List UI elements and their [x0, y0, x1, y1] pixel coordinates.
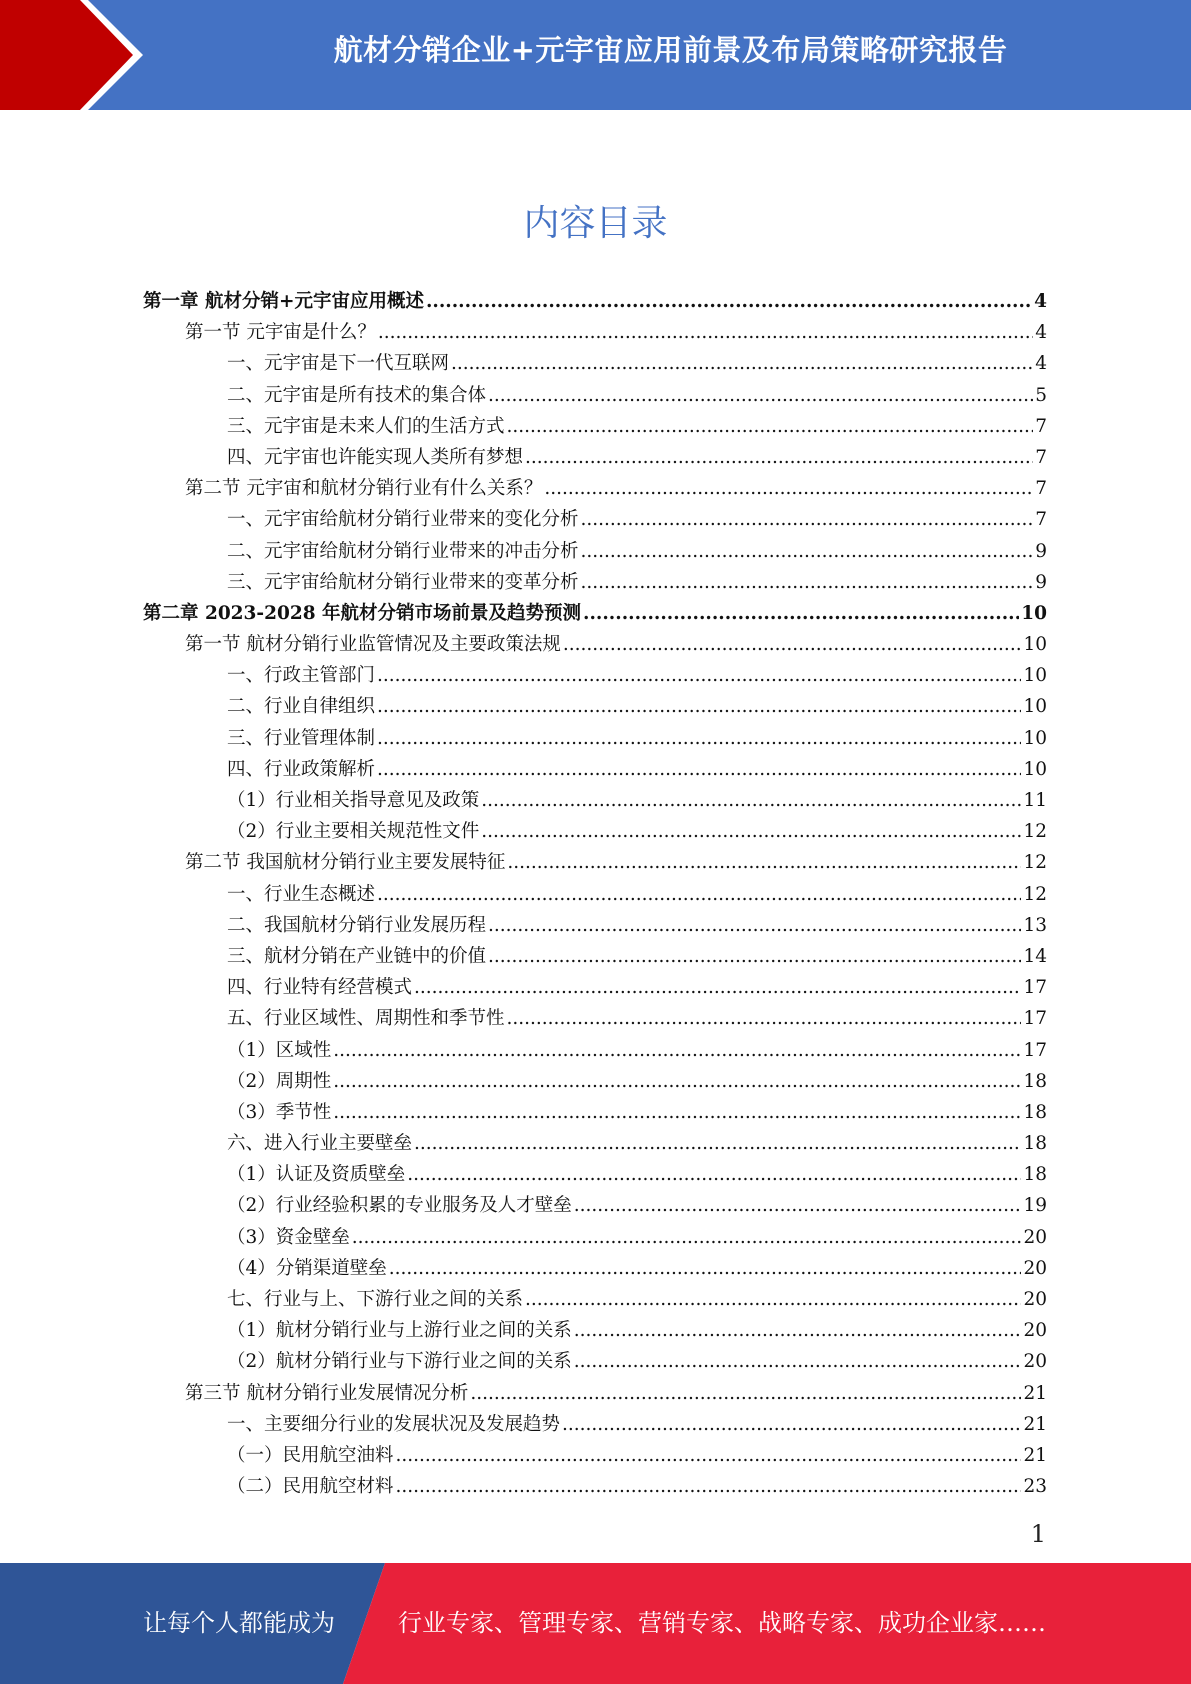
- toc-entry-label: （2）行业经验积累的专业服务及人才壁垒: [227, 1195, 572, 1217]
- toc-entry-page: 9: [1035, 571, 1047, 593]
- toc-dot-leader: [581, 572, 1034, 593]
- toc-entry-label: 四、行业政策解析: [227, 758, 376, 780]
- page-number: 1: [1030, 1520, 1046, 1548]
- toc-dot-leader: [488, 385, 1033, 406]
- toc-heading: 内容目录: [523, 203, 668, 244]
- toc-dot-leader: [562, 1414, 1021, 1435]
- toc-entry-page: 21: [1023, 1413, 1047, 1435]
- toc-entry[interactable]: [143, 786, 1047, 817]
- toc-dot-leader: [426, 291, 1032, 312]
- toc-entry[interactable]: [143, 568, 1047, 599]
- toc-dot-leader: [574, 1351, 1022, 1372]
- toc-entry-label: 一、元宇宙给航材分销行业带来的变化分析: [227, 509, 579, 531]
- toc-entry-page: 20: [1023, 1320, 1047, 1342]
- toc-dot-leader: [481, 790, 1021, 811]
- toc-entry[interactable]: [143, 381, 1047, 412]
- toc-entry[interactable]: [143, 724, 1047, 755]
- toc-entry-label: （2）航材分销行业与下游行业之间的关系: [227, 1351, 572, 1373]
- toc-dot-leader: [377, 728, 1021, 749]
- toc-entry-page: 7: [1035, 415, 1047, 437]
- toc-entry-page: 11: [1023, 790, 1047, 811]
- toc-dot-leader: [581, 509, 1034, 530]
- toc-dot-leader: [574, 1195, 1022, 1216]
- toc-entry-page: 7: [1035, 509, 1047, 531]
- toc-entry-label: （4）分销渠道壁垒: [227, 1257, 387, 1279]
- toc-entry-label: 五、行业区域性、周期性和季节性: [227, 1008, 505, 1030]
- footer-experts: 行业专家、管理专家、营销专家、战略专家、成功企业家……: [398, 1609, 1046, 1637]
- toc-entry[interactable]: [143, 755, 1047, 786]
- toc-entry-page: 12: [1023, 821, 1047, 843]
- toc-entry-page: 4: [1035, 322, 1047, 344]
- toc-entry-page: 20: [1023, 1257, 1047, 1279]
- toc-entry[interactable]: [143, 942, 1047, 973]
- toc-entry-label: （1）航材分销行业与上游行业之间的关系: [227, 1320, 572, 1342]
- toc-entry-page: 17: [1023, 977, 1047, 999]
- toc-entry-label: 第二章 2023-2028 年航材分销市场前景及趋势预测: [143, 602, 582, 624]
- toc-entry-label: 六、进入行业主要壁垒: [227, 1133, 413, 1155]
- toc-entry-label: 三、元宇宙是未来人们的生活方式: [227, 415, 505, 437]
- toc-dot-leader: [377, 884, 1021, 905]
- toc-entry[interactable]: [143, 599, 1047, 630]
- toc-entry-page: 5: [1035, 384, 1047, 406]
- toc-entry-page: 18: [1023, 1070, 1047, 1092]
- toc-dot-leader: [378, 322, 1033, 343]
- toc-dot-leader: [396, 1445, 1022, 1466]
- toc-entry-page: 7: [1035, 446, 1047, 468]
- toc-entry-page: 10: [1023, 634, 1047, 656]
- toc-entry[interactable]: [143, 973, 1047, 1004]
- toc-entry[interactable]: [143, 505, 1047, 536]
- toc-entry[interactable]: [143, 1191, 1047, 1222]
- toc-entry[interactable]: [143, 1160, 1047, 1191]
- toc-entry-label: 第一章 航材分销+元宇宙应用概述: [143, 291, 424, 312]
- toc-entry-page: 17: [1023, 1008, 1047, 1030]
- toc-entry-label: 一、行政主管部门: [227, 665, 376, 687]
- toc-entry-label: 第一节 元宇宙是什么？: [185, 322, 376, 344]
- toc-entry-label: 一、主要细分行业的发展状况及发展趋势: [227, 1413, 561, 1435]
- toc-entry-label: （1）区域性: [227, 1039, 332, 1061]
- toc-entry-label: （2）周期性: [227, 1070, 332, 1092]
- red-chevron-decoration: [0, 0, 150, 110]
- toc-entry-label: 二、行业自律组织: [227, 696, 376, 718]
- toc-dot-leader: [333, 1040, 1021, 1061]
- toc-entry[interactable]: [143, 1004, 1047, 1035]
- toc-entry[interactable]: [143, 911, 1047, 942]
- toc-entry-page: 20: [1023, 1226, 1047, 1248]
- toc-entry[interactable]: [143, 1223, 1047, 1254]
- toc-entry-page: 18: [1023, 1164, 1047, 1186]
- toc-entry[interactable]: [143, 661, 1047, 692]
- toc-entry-page: 19: [1023, 1195, 1047, 1217]
- toc-entry-label: 二、元宇宙是所有技术的集合体: [227, 384, 487, 406]
- toc-dot-leader: [563, 634, 1022, 655]
- toc-entry[interactable]: [143, 1098, 1047, 1129]
- toc-dot-leader: [525, 447, 1033, 468]
- toc-dot-leader: [377, 696, 1021, 717]
- toc-entry-page: 10: [1021, 602, 1047, 624]
- toc-dot-leader: [389, 1258, 1022, 1279]
- toc-entry-page: 18: [1023, 1101, 1047, 1123]
- footer-banner: [0, 1563, 1191, 1684]
- toc-dot-leader: [525, 1289, 1021, 1310]
- toc-entry-label: 第一节 航材分销行业监管情况及主要政策法规: [185, 634, 561, 656]
- toc-entry-page: 20: [1023, 1351, 1047, 1373]
- toc-entry-page: 21: [1023, 1444, 1047, 1466]
- toc-entry-label: 第二节 我国航材分销行业主要发展特征: [185, 852, 506, 874]
- toc-dot-leader: [333, 1071, 1021, 1092]
- toc-entry-label: （1）行业相关指导意见及政策: [227, 790, 480, 811]
- toc-entry-page: 10: [1023, 665, 1047, 687]
- toc-entry-label: 四、元宇宙也许能实现人类所有梦想: [227, 446, 524, 468]
- toc-dot-leader: [488, 946, 1021, 967]
- toc-entry-label: 第三节 航材分销行业发展情况分析: [185, 1382, 469, 1404]
- toc-dot-leader: [407, 1164, 1021, 1185]
- toc-entry[interactable]: [143, 817, 1047, 848]
- report-title: 航材分销企业+元宇宙应用前景及布局策略研究报告: [333, 33, 1008, 67]
- toc-entry[interactable]: [143, 318, 1047, 349]
- toc-entry-label: （3）资金壁垒: [227, 1226, 350, 1248]
- toc-entry-label: 四、行业特有经营模式: [227, 977, 413, 999]
- toc-entry[interactable]: [143, 1129, 1047, 1160]
- toc-entry[interactable]: [143, 412, 1047, 443]
- toc-entry-label: 二、元宇宙给航材分销行业带来的冲击分析: [227, 540, 579, 562]
- toc-entry[interactable]: [143, 474, 1047, 505]
- toc-entry[interactable]: [143, 1316, 1047, 1347]
- toc-entry[interactable]: [143, 1347, 1047, 1378]
- toc-entry[interactable]: [143, 848, 1047, 879]
- toc-dot-leader: [481, 821, 1021, 842]
- toc-entry-label: 一、行业生态概述: [227, 883, 376, 905]
- toc-entry-page: 20: [1023, 1289, 1047, 1310]
- toc-dot-leader: [581, 541, 1034, 562]
- toc-entry-page: 4: [1035, 353, 1047, 375]
- toc-dot-leader: [414, 977, 1021, 998]
- toc-entry[interactable]: [143, 1285, 1047, 1316]
- toc-entry-label: （二）民用航空材料: [227, 1476, 394, 1498]
- toc-entry[interactable]: [143, 287, 1047, 318]
- toc-entry-page: 17: [1023, 1039, 1047, 1061]
- toc-dot-leader: [414, 1133, 1021, 1154]
- toc-dot-leader: [544, 478, 1033, 499]
- toc-entry[interactable]: [143, 443, 1047, 474]
- toc-entry[interactable]: [143, 630, 1047, 661]
- toc-entry-page: 21: [1023, 1382, 1047, 1404]
- toc-entry-label: 七、行业与上、下游行业之间的关系: [227, 1289, 524, 1310]
- toc-entry-label: 一、元宇宙是下一代互联网: [227, 353, 450, 375]
- toc-entry-page: 13: [1023, 914, 1047, 936]
- toc-entry-label: 二、我国航材分销行业发展历程: [227, 914, 487, 936]
- header-banner: [0, 0, 1191, 110]
- toc-entry-label: （1）认证及资质壁垒: [227, 1164, 406, 1186]
- toc-dot-leader: [396, 1476, 1022, 1497]
- toc-dot-leader: [574, 1320, 1022, 1341]
- toc-entry[interactable]: [143, 349, 1047, 380]
- toc-entry[interactable]: [143, 1441, 1047, 1472]
- toc-entry-page: 12: [1023, 852, 1047, 874]
- toc-entry-page: 10: [1023, 727, 1047, 749]
- toc-dot-leader: [507, 1008, 1022, 1029]
- toc-entry[interactable]: [143, 1254, 1047, 1285]
- toc-entry-page: 7: [1035, 478, 1047, 500]
- toc-entry-page: 18: [1023, 1133, 1047, 1155]
- toc-entry[interactable]: [143, 537, 1047, 568]
- toc-entry-page: 10: [1023, 758, 1047, 780]
- toc-entry-page: 14: [1023, 945, 1047, 967]
- toc-dot-leader: [377, 759, 1021, 780]
- toc-entry[interactable]: [143, 1067, 1047, 1098]
- toc-entry[interactable]: [143, 880, 1047, 911]
- footer-slogan: 让每个人都能成为: [143, 1609, 335, 1637]
- toc-dot-leader: [470, 1383, 1021, 1404]
- toc-dot-leader: [583, 603, 1019, 624]
- toc-entry-label: （2）行业主要相关规范性文件: [227, 821, 480, 843]
- toc-entry-page: 10: [1023, 696, 1047, 718]
- toc-dot-leader: [333, 1102, 1021, 1123]
- toc-entry-label: 三、行业管理体制: [227, 727, 376, 749]
- table-of-contents: [143, 287, 1047, 1503]
- toc-dot-leader: [451, 353, 1033, 374]
- toc-entry[interactable]: [143, 1472, 1047, 1503]
- toc-entry-label: （3）季节性: [227, 1101, 332, 1123]
- toc-entry-label: 三、航材分销在产业链中的价值: [227, 945, 487, 967]
- toc-entry-page: 12: [1023, 883, 1047, 905]
- toc-entry-page: 23: [1023, 1476, 1047, 1498]
- toc-dot-leader: [488, 915, 1021, 936]
- toc-entry-label: （一）民用航空油料: [227, 1444, 394, 1466]
- toc-dot-leader: [352, 1227, 1022, 1248]
- toc-entry-label: 第二节 元宇宙和航材分销行业有什么关系？: [185, 478, 543, 500]
- toc-entry-page: 9: [1035, 540, 1047, 562]
- toc-entry[interactable]: [143, 1036, 1047, 1067]
- toc-entry-page: 4: [1034, 291, 1047, 312]
- toc-dot-leader: [377, 665, 1021, 686]
- toc-dot-leader: [507, 852, 1021, 873]
- toc-entry[interactable]: [143, 1410, 1047, 1441]
- toc-dot-leader: [507, 416, 1034, 437]
- toc-entry-label: 三、元宇宙给航材分销行业带来的变革分析: [227, 571, 579, 593]
- toc-entry[interactable]: [143, 1379, 1047, 1410]
- toc-entry[interactable]: [143, 692, 1047, 723]
